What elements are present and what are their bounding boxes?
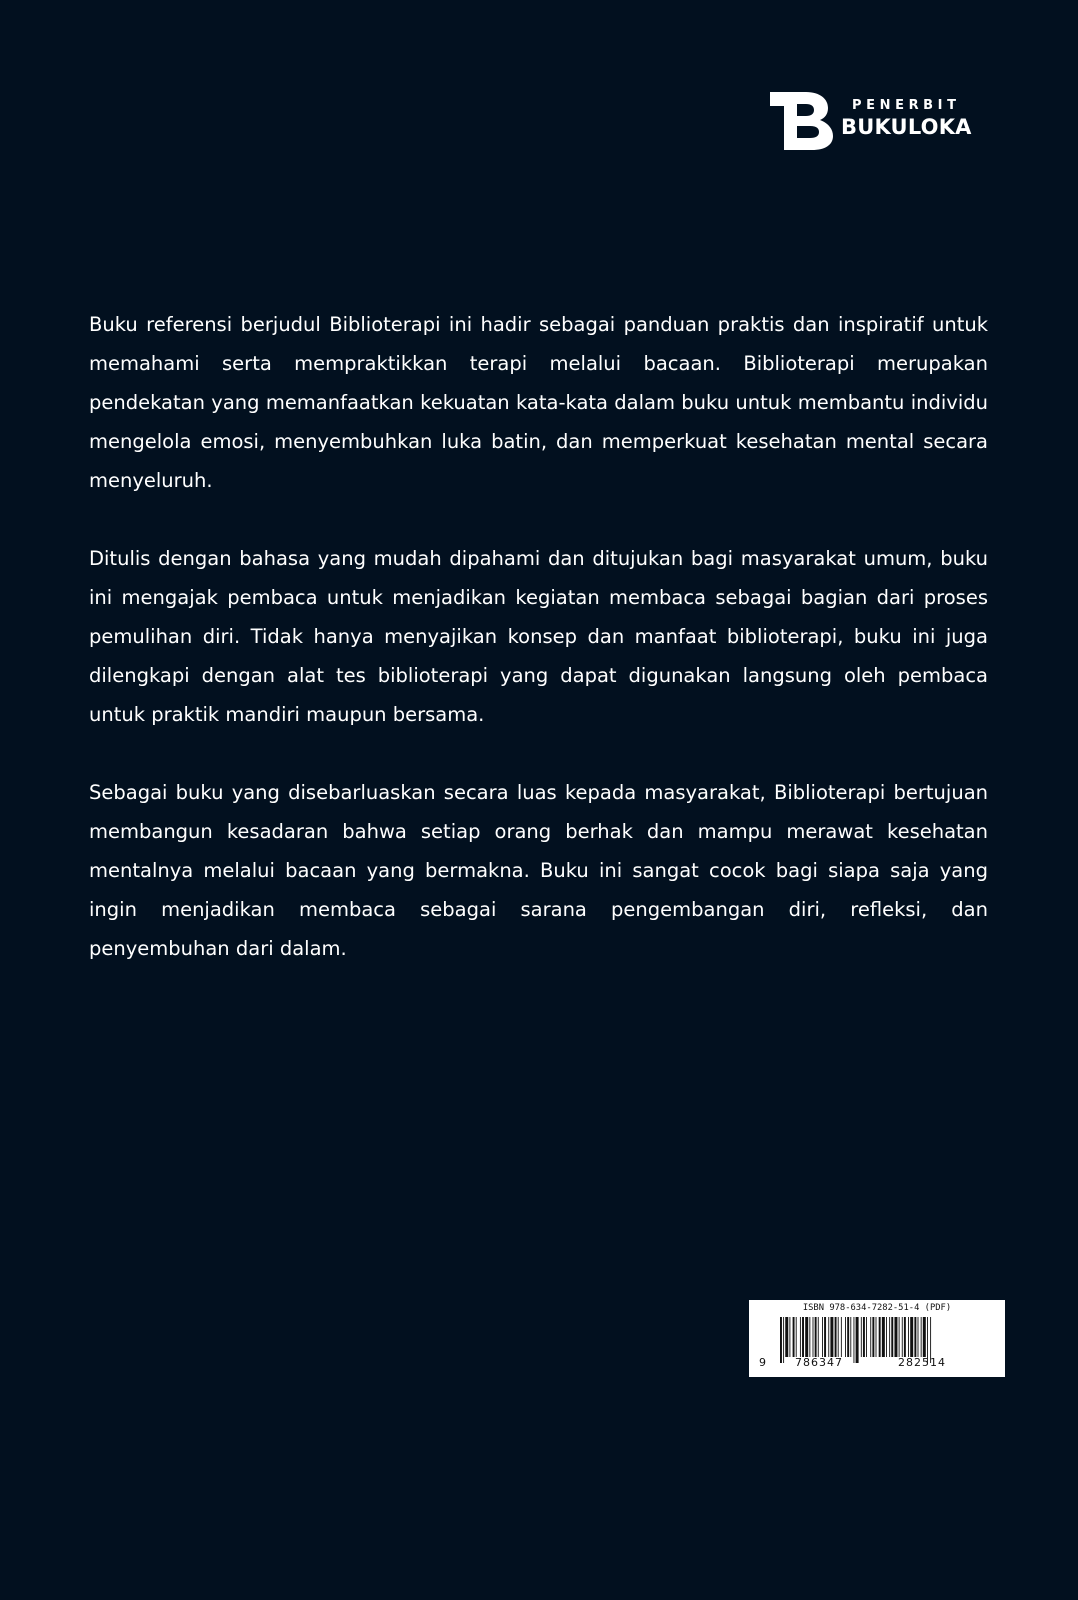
barcode-bar	[785, 1317, 788, 1357]
isbn-barcode	[749, 1300, 1005, 1377]
barcode-bar	[879, 1317, 881, 1357]
barcode-bar	[921, 1317, 922, 1357]
book-description	[89, 305, 988, 968]
barcode-bar	[886, 1317, 887, 1357]
barcode-bar	[818, 1317, 819, 1357]
barcode-bar	[904, 1317, 906, 1357]
barcode-bar	[914, 1317, 916, 1357]
barcode-bar	[854, 1317, 855, 1363]
barcode-bar	[780, 1317, 782, 1363]
barcode-bar	[847, 1317, 849, 1357]
barcode-bar	[866, 1317, 867, 1357]
barcode-bar	[891, 1317, 893, 1357]
barcode-first-digit: 9	[759, 1356, 766, 1369]
barcode-bar	[889, 1317, 890, 1357]
barcode-bar	[856, 1317, 859, 1363]
barcode-bar	[822, 1317, 823, 1357]
barcode-bar	[824, 1317, 826, 1357]
barcode-right-digits: 282514	[898, 1356, 946, 1369]
barcode-bar	[882, 1317, 885, 1357]
barcode-bar	[809, 1317, 810, 1357]
barcode-bar	[910, 1317, 913, 1357]
barcode-bar	[783, 1317, 784, 1363]
description-paragraph: Ditulis dengan bahasa yang mudah dipahami dan ditujukan bagi masyarakat umum, buku ini mengajak pembaca untuk menjadikan kegiatan membaca sebagai bagian dari proses pemulihan diri. Tidak hanya menyajikan konsep dan manfaat biblioterapi, buku ini juga dilengkapi dengan alat tes biblioterapi yang dapat digunakan langsung oleh pembaca untuk praktik mandiri maupun bersama.	[89, 547, 988, 726]
barcode-bar	[845, 1317, 846, 1357]
barcode-bar	[908, 1317, 909, 1357]
barcode-bar	[894, 1317, 897, 1357]
publisher-label: PENERBIT	[852, 98, 961, 113]
barcode-bar	[918, 1317, 919, 1357]
barcode-bar	[802, 1317, 804, 1357]
publisher-name: BUKULOKA	[841, 115, 972, 139]
barcode-bar	[876, 1317, 877, 1357]
barcode-bar	[793, 1317, 795, 1357]
barcode-bar	[813, 1317, 814, 1357]
barcode-left-digits: 786347	[795, 1356, 843, 1369]
isbn-text: ISBN 978-634-7282-51-4 (PDF)	[802, 1303, 952, 1313]
barcode-bar	[870, 1317, 871, 1357]
barcode-bar	[841, 1317, 842, 1357]
barcode-bar	[789, 1317, 790, 1357]
barcode-bar	[828, 1317, 829, 1357]
description-paragraph: Buku referensi berjudul Biblioterapi ini hadir sebagai panduan praktis dan inspiratif untuk memahami serta mempraktikkan terapi melalui bacaan. Biblioterapi merupakan pendekatan yang memanfaatkan kekuatan kata-kata dalam buku untuk membantu individu mengelola emosi, menyembuhkan luka batin, dan memperkuat kesehatan mental secara menyeluruh.	[89, 313, 988, 492]
barcode-bar	[923, 1317, 926, 1357]
barcode-bar	[835, 1317, 837, 1357]
barcode-bar	[830, 1317, 833, 1357]
description-paragraph: Sebagai buku yang disebarluaskan secara luas kepada masyarakat, Biblioterapi bertujuan membangun kesadaran bahwa setiap orang berhak dan mampu merawat kesehatan mentalnya melalui bacaan yang bermakna. Buku ini sangat cocok bagi siapa saja yang ingin menjadikan membaca sebagai sarana pengembangan diri, refleksi, dan penyembuhan dari dalam.	[89, 781, 988, 960]
barcode-bar	[861, 1317, 862, 1357]
publisher-logo	[770, 92, 990, 152]
barcode-bar	[796, 1317, 797, 1357]
barcode-bar	[899, 1317, 900, 1357]
barcode-bar	[805, 1317, 808, 1357]
barcode-bar	[815, 1317, 817, 1357]
barcode-bar	[800, 1317, 801, 1357]
barcode-bar	[863, 1317, 865, 1357]
barcode-bar	[838, 1317, 839, 1357]
barcode-bar	[850, 1317, 851, 1357]
barcode-bar	[902, 1317, 903, 1357]
barcode-bar	[872, 1317, 874, 1357]
letter-b-logo-icon	[770, 92, 834, 150]
